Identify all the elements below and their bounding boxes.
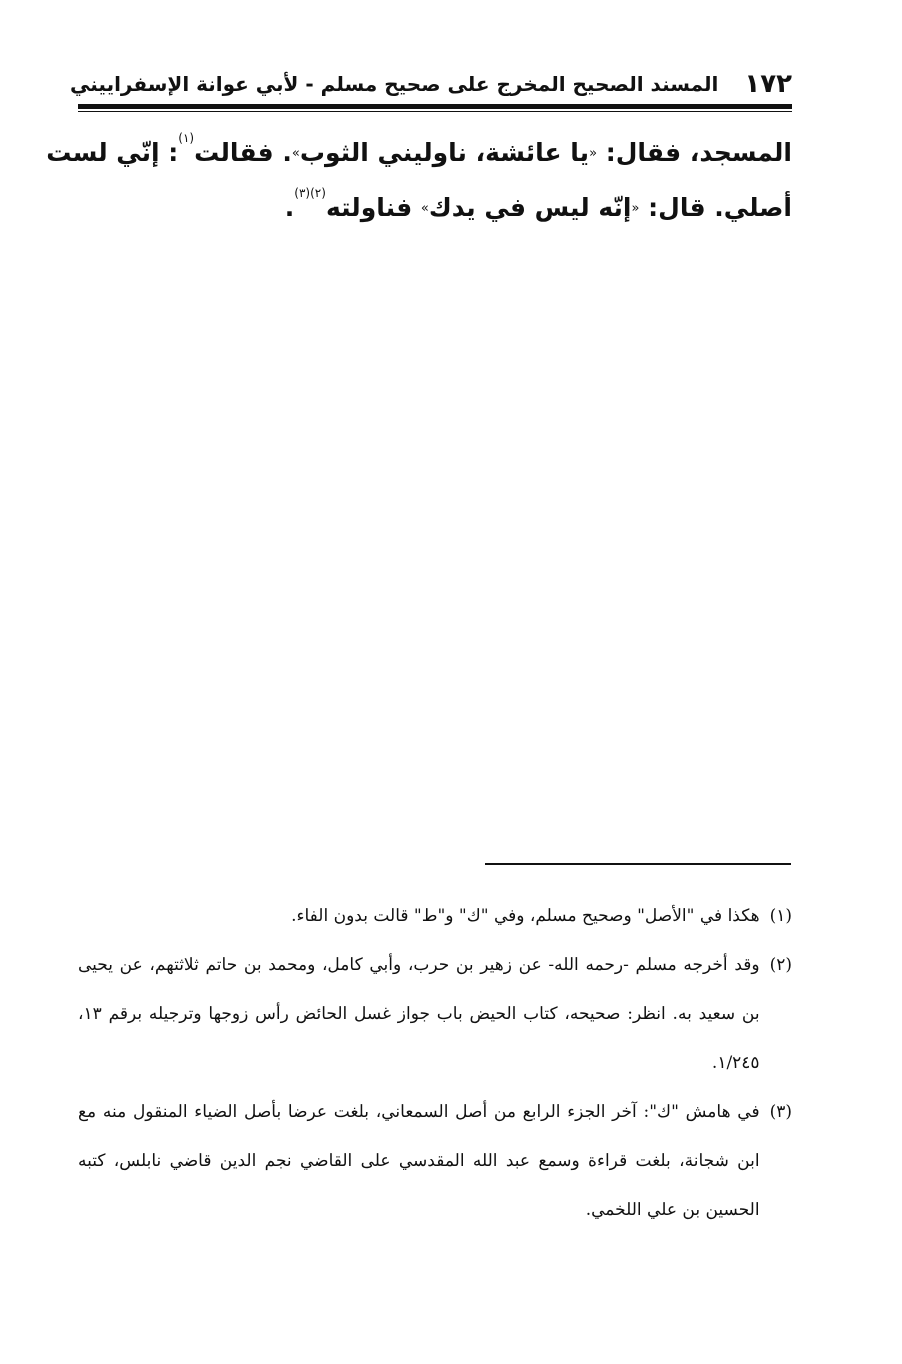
main-text-line-2	[78, 181, 792, 236]
footnote-2-number: (٢)	[769, 955, 792, 975]
line-1-part-1: المسجد، فقال:	[597, 138, 792, 167]
header-rule-thin	[78, 111, 792, 112]
footnote-2	[78, 941, 792, 1088]
line-1-quotation: يا عائشة، ناوليني الثوب	[299, 138, 590, 167]
footnotes	[78, 892, 792, 1235]
footnote-1-number: (١)	[769, 906, 792, 926]
footnote-3-number: (٣)	[769, 1102, 792, 1122]
footnote-2-text: وقد أخرجه مسلم -رحمه الله- عن زهير بن حرب، وأبي كامل، ومحمد بن حاتم ثلاثتهم، عن يحيى بن سعيد به. انظر: صحيحه، كتاب الحيض باب جواز غسل الحائض رأس زوجها وترجيله برقم ١٣، ١/٢٤٥.	[78, 955, 760, 1073]
page-header	[70, 68, 792, 100]
footnote-1	[78, 892, 792, 941]
footnote-1-text: هكذا في "الأصل" وصحيح مسلم، وفي "ك" و"ط" قالت بدون الفاء.	[291, 906, 760, 926]
line-1-part-3: : إنّي لست	[46, 138, 179, 167]
footnote-3	[78, 1088, 792, 1235]
footnote-separator	[485, 863, 791, 865]
line-2-part-2: فناولته	[325, 193, 421, 222]
line-1-open-quote: «	[589, 146, 598, 161]
line-2-part-1: أصلي. قال:	[639, 193, 792, 222]
footnote-references-2-3: (٢)(٣)	[294, 185, 326, 200]
main-text	[46, 126, 792, 236]
footnote-3-text: في هامش "ك": آخر الجزء الرابع من أصل السمعاني، بلغت عرضا بأصل الضياء المنقول منه مع ابن شجانة، بلغت قراءة وسمع عبد الله المقدسي على القاضي نجم الدين قاضي نابلس، كتبه الحسين بن علي اللخمي.	[78, 1102, 760, 1220]
line-1-close-quote: »	[291, 146, 300, 161]
line-2-close-quote: »	[420, 201, 429, 216]
line-1-part-2: . فقالت	[194, 138, 292, 167]
main-text-line-1	[46, 126, 792, 181]
line-2-open-quote: «	[631, 201, 640, 216]
running-title: المسند الصحيح المخرج على صحيح مسلم - لأبي عوانة الإسفراييني	[70, 72, 719, 96]
header-rule-thick	[78, 104, 792, 109]
line-2-end: .	[284, 193, 295, 222]
page-number: ١٧٢	[744, 69, 792, 99]
footnote-reference-1: (١)	[178, 130, 195, 145]
line-2-quotation: إنّه ليس في يدك	[428, 193, 632, 222]
